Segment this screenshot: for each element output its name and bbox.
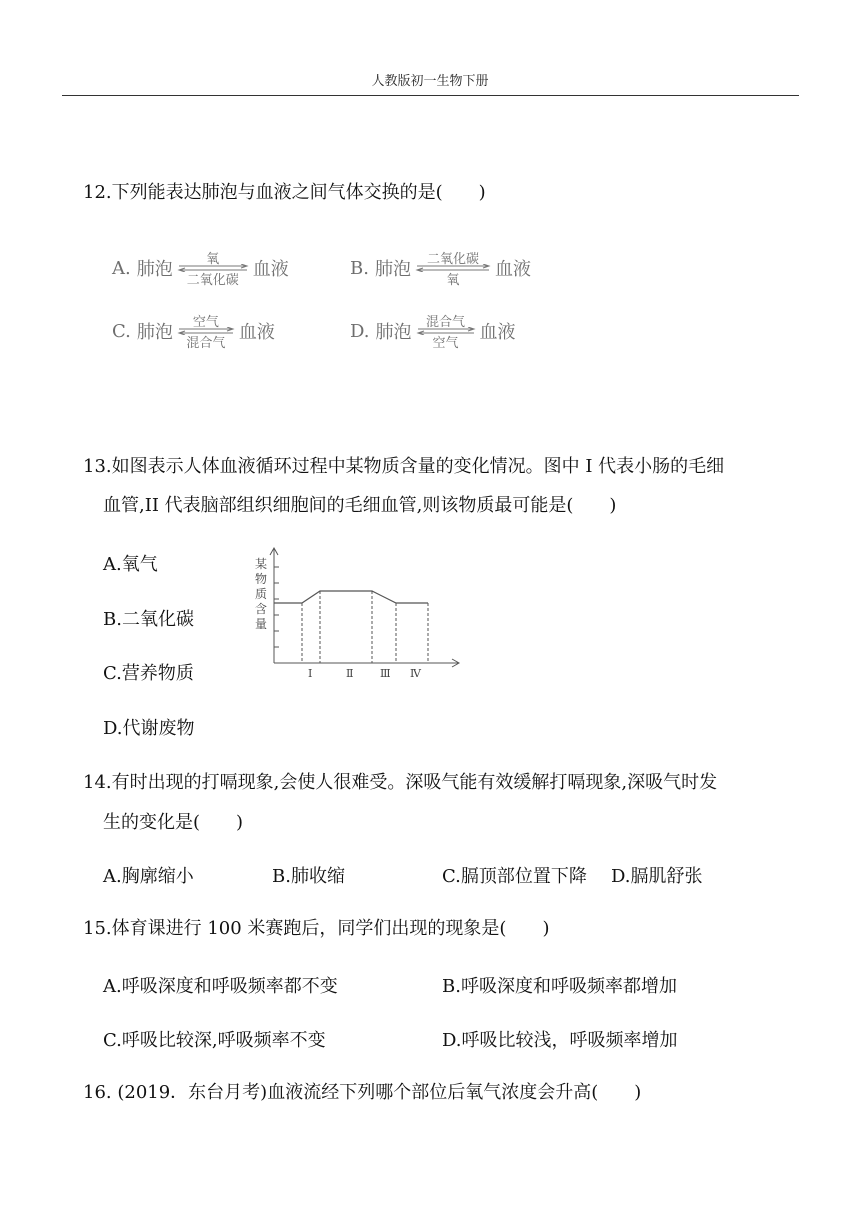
option-right: 血液 — [238, 322, 275, 343]
arrow-top-label: 混合气 — [426, 315, 466, 330]
exchange-arrows — [414, 311, 478, 351]
option-left: 肺泡 — [136, 322, 173, 343]
y-axis-label-char: 量 — [254, 617, 267, 631]
x-tick-label: Ⅱ — [346, 667, 354, 680]
exchange-arrows — [175, 311, 237, 351]
q15-option-b[interactable]: B.呼吸深度和呼吸频率都增加 — [442, 976, 677, 997]
option-right: 血液 — [494, 259, 531, 280]
exchange-arrows — [175, 248, 251, 288]
q14-option-b[interactable]: B.肺收缩 — [272, 866, 345, 887]
q13-option-b[interactable]: B.二氧化碳 — [103, 609, 194, 630]
option-letter: D. — [350, 320, 370, 342]
q13-option-a[interactable]: A.氧气 — [103, 554, 158, 575]
exchange-arrows — [413, 248, 493, 288]
q12-stem: 12.下列能表达肺泡与血液之间气体交换的是( ) — [83, 182, 486, 203]
page-header: 人教版初一生物下册 — [371, 74, 489, 89]
arrow-bottom-label: 空气 — [432, 336, 459, 351]
q15-option-c[interactable]: C.呼吸比较深,呼吸频率不变 — [103, 1030, 326, 1051]
data-line — [274, 591, 428, 603]
arrow-top-label: 空气 — [192, 315, 219, 330]
arrow-top-label: 氧 — [206, 252, 220, 267]
q13-option-c[interactable]: C.营养物质 — [103, 663, 194, 684]
option-left: 肺泡 — [375, 322, 412, 343]
y-axis-label-char: 某 — [254, 557, 267, 571]
q13-option-d[interactable]: D.代谢废物 — [103, 718, 195, 739]
arrow-top-label: 二氧化碳 — [426, 252, 479, 267]
q14-option-a[interactable]: A.胸廓缩小 — [103, 866, 194, 887]
y-axis-label-char: 含 — [254, 602, 267, 616]
y-axis-label-char: 物 — [254, 572, 267, 586]
q12-option-c[interactable] — [112, 311, 275, 351]
arrow-bottom-label: 氧 — [446, 273, 460, 288]
x-tick-label: Ⅰ — [308, 667, 313, 680]
q13-stem-line2: 血管,II 代表脑部组织细胞间的毛细血管,则该物质最可能是( ) — [103, 495, 617, 516]
y-axis-label — [254, 557, 268, 632]
q16-stem: 16. (2019．东台月考)血液流经下列哪个部位后氧气浓度会升高( ) — [83, 1082, 642, 1103]
q12-option-d[interactable] — [350, 311, 516, 351]
q14-option-c[interactable]: C.膈顶部位置下降 — [442, 866, 587, 887]
q13-stem-line1: 13.如图表示人体血液循环过程中某物质含量的变化情况。图中 I 代表小肠的毛细 — [83, 456, 725, 477]
option-right: 血液 — [479, 322, 516, 343]
option-left: 肺泡 — [136, 259, 173, 280]
x-tick-label: Ⅲ — [380, 667, 391, 680]
q14-stem-line2: 生的变化是( ) — [103, 812, 244, 833]
q15-option-d[interactable]: D.呼吸比较浅，呼吸频率增加 — [442, 1030, 678, 1051]
option-left: 肺泡 — [374, 259, 411, 280]
arrow-bottom-label: 二氧化碳 — [186, 273, 239, 288]
chart-svg — [268, 545, 468, 675]
q15-option-a[interactable]: A.呼吸深度和呼吸频率都不变 — [103, 976, 338, 997]
option-letter: A. — [112, 257, 131, 279]
option-right: 血液 — [252, 259, 289, 280]
q12-option-a[interactable] — [112, 248, 289, 288]
q14-stem-line1: 14.有时出现的打嗝现象,会使人很难受。深吸气能有效缓解打嗝现象,深吸气时发 — [83, 772, 718, 793]
option-letter: B. — [350, 257, 369, 279]
header-rule — [62, 95, 799, 96]
y-axis-label-char: 质 — [254, 587, 267, 601]
x-tick-label: Ⅳ — [410, 667, 421, 680]
option-letter: C. — [112, 320, 131, 342]
q14-option-d[interactable]: D.膈肌舒张 — [611, 866, 703, 887]
q12-option-b[interactable] — [350, 248, 531, 288]
q15-stem: 15.体育课进行 100 米赛跑后，同学们出现的现象是( ) — [83, 918, 550, 939]
arrow-bottom-label: 混合气 — [186, 336, 226, 351]
